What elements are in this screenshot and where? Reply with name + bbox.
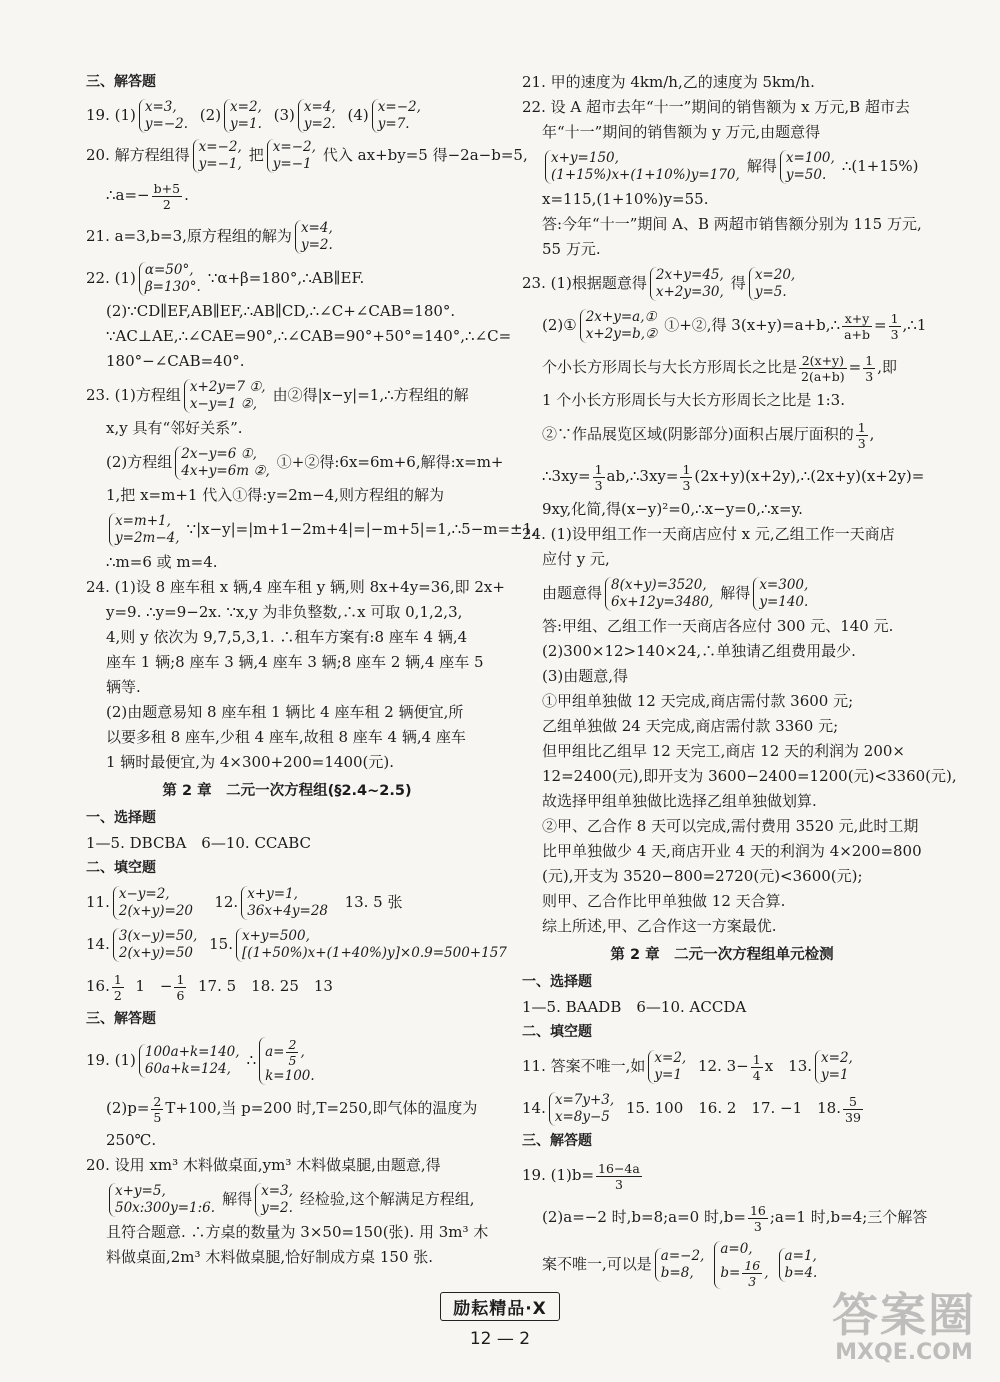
answer-23-line4: 1,把 x=m+1 代入①得:y=2m−4,则方程组的解为: [106, 486, 444, 504]
fraction: $\frac{1}{3}$: [890, 310, 899, 342]
answer-24r-line14: (元),开支为 3520−800=2720(元)<3600(元);: [542, 867, 863, 885]
answer-23r-line2: (2)① 2x+y=a,① x+2y=b,② ①+②,得 3(x+y)=a+b,∴ $\frac{x+y}{a+b}$ = $\frac{1}{3}$ ,∴1: [542, 309, 927, 342]
answer-23: 23. (1)方程组 x+2y=7 ①, x−y=1 ②, 由②得|x−y|=1,∴方程组的解: [86, 379, 469, 412]
fraction: $\frac{5}{39}$: [845, 1093, 861, 1125]
answer-23r-line6: ∴3xy= $\frac{1}{3}$ ab,∴3xy= $\frac{1}{3}$ (2x+y)(x+2y),∴(2x+y)(x+2y)=: [542, 461, 925, 493]
answer-19b: 19. (1) 100a+k=140, 60a+k=124, ∴ a= $\frac{2}{5}$ , k=100.: [86, 1032, 488, 1088]
fraction: $\frac{2}{5}$: [288, 1037, 297, 1068]
answer-24r-line5: (2)300×12>140×24,∴单独请乙组费用最少.: [542, 642, 856, 660]
fraction: $\frac{1}{3}$: [682, 461, 691, 493]
answer-21r: 21. 甲的速度为 4km/h,乙的速度为 5km/h.: [522, 73, 815, 91]
equation-system: x=−2, y=−1: [267, 139, 320, 173]
equation-system: 100a+k=140, 60a+k=124,: [139, 1044, 244, 1078]
equation-system: α=50°, β=130°.: [139, 262, 205, 296]
answer-19r-line3: 案不唯一,可以是 a=−2, b=8, a=0, b= $\frac{16}{3}$ , a=1, b=4.: [522, 1238, 922, 1290]
answer-22-line2: (2)∵CD∥EF,AB∥EF,∴AB∥CD,∴∠C+∠CAB=180°.: [106, 302, 456, 320]
watermark-text: 答案圈: [832, 1288, 976, 1342]
answer-24r-line3: 由题意得 8(x+y)=3520, 6x+12y=3480, 解得 x=300, y=140.: [522, 572, 922, 614]
equation-system: x=4, y=2.: [295, 220, 337, 254]
equation-system: x=m+1, y=2m−4,: [109, 513, 184, 547]
fill-11-13: 11. x−y=2, 2(x+y)=20 12. x+y=1, 36x+4y=28 13. 5 张: [86, 886, 403, 919]
answer-23r-line7: 9xy,化简,得(x−y)²=0,∴x−y=0,∴x=y.: [542, 500, 803, 518]
equation-system: x=100, y=50.: [780, 150, 839, 184]
right-column: [522, 70, 957, 1290]
equation-system: x=2, y=1.: [224, 99, 266, 133]
answer-24r-line13: 比甲单独做少 4 天,商店开业 4 天的利润为 4×200=800: [542, 842, 922, 860]
fill-16-18: 16. $\frac{1}{2}$ 1 − $\frac{1}{6}$ 17. 5 18. 25 13: [86, 971, 333, 1003]
equation-system: 3(x−y)=50, 2(x+y)=50: [113, 928, 201, 962]
answer-20b-line1: 20. 设用 xm³ 木料做桌面,ym³ 木料做桌腿,由题意,得: [86, 1156, 441, 1174]
equation-system: x=4, y=2.: [298, 99, 340, 133]
answer-23-line5: x=m+1, y=2m−4, ∵|x−y|=|m+1−2m+4|=|−m+5|=1,∴5−m=±1,: [86, 508, 488, 550]
equation-system: 2x−y=6 ①, 4x+y=6m ②,: [175, 446, 274, 480]
fraction: $\frac{b+5}{2}$: [153, 180, 181, 212]
equation-system: x+2y=7 ①, x−y=1 ②,: [184, 379, 270, 413]
equation-system: x=2, y=1: [815, 1050, 857, 1084]
fraction: $\frac{1}{2}$: [113, 971, 122, 1003]
equation-system: x=−2, y=−1,: [193, 139, 246, 173]
fill-11-13r: 11. 答案不唯一,如 x=2, y=1 12. 3− $\frac{1}{4}$ x 13. x=2, y=1: [522, 1045, 922, 1087]
answer-23-line3: (2)方程组 2x−y=6 ①, 4x+y=6m ②, ①+②得:6x=6m+6,解得:x=m+: [106, 446, 504, 479]
fraction: $\frac{16}{3}$: [744, 1258, 761, 1289]
equation-system: a=0, b= $\frac{16}{3}$ ,: [714, 1241, 772, 1289]
answer-24r-line15: 则甲、乙合作比甲单独做 12 天合算.: [542, 892, 786, 910]
answer-20b-line2: x+y=5, 50x:300y=1:6. 解得 x=3, y=2. 经检验,这个解满足方程组,: [86, 1178, 488, 1220]
chapter-heading: 第 2 章 二元一次方程组(§2.4~2.5): [162, 783, 412, 799]
chapter-heading: 第 2 章 二元一次方程组单元检测: [610, 947, 834, 963]
equation-system: a=−2, b=8,: [655, 1248, 709, 1282]
answer-24r-line9: 但甲组比乙组早 12 天完工,商店 12 天的利润为 200×: [542, 742, 905, 760]
fraction: $\frac{2(x+y)}{2(a+b)}$: [801, 352, 845, 384]
answer-20-line2: ∴a=− $\frac{b+5}{2}$ .: [106, 180, 189, 212]
answer-24-line8: 1 辆时最便宜,为 4×300+200=1400(元).: [106, 753, 395, 771]
answer-24-line7: 以要多租 8 座车,少租 4 座车,故租 8 座车 4 辆,4 座车: [106, 728, 466, 746]
answer-22r-line3: x+y=150, (1+15%)x+(1+10%)y=170, 解得 x=100, y=50. ∴(1+15%): [522, 145, 922, 187]
answer-24r-line16: 综上所述,甲、乙合作这一方案最优.: [542, 917, 777, 935]
answer-19b-line2: (2)p= $\frac{2}{5}$ T+100,当 p=200 时,T=250,即气体的温度为: [106, 1093, 478, 1125]
answer-24-line6: (2)由题意易知 8 座车租 1 辆比 4 座车租 2 辆便宜,所: [106, 703, 464, 721]
answer-24-line2: y=9. ∴y=9−2x. ∵x,y 为非负整数,∴x 可取 0,1,2,3,: [106, 603, 463, 621]
answer-24-line3: 4,则 y 依次为 9,7,5,3,1. ∴租车方案有:8 座车 4 辆,4: [106, 628, 468, 646]
answer-22: 22. (1) α=50°, β=130°. ∵α+β=180°,∴AB∥EF.: [86, 262, 365, 295]
fraction: $\frac{1}{6}$: [176, 971, 185, 1003]
answer-23r-line3: 个小长方形周长与大长方形周长之比是 $\frac{2(x+y)}{2(a+b)}$ = $\frac{1}{3}$ ,即: [542, 352, 897, 384]
fraction: $\frac{1}{4}$: [752, 1051, 761, 1083]
answer-23r-line1: 23. (1)根据题意得 2x+y=45, x+2y=30, 得 x=20, y=5.: [522, 262, 922, 304]
choice-answers: 1—5. BAADB 6—10. ACCDA: [522, 998, 747, 1016]
answer-24-line4: 座车 1 辆;8 座车 3 辆,4 座车 3 辆;8 座车 2 辆,4 座车 5: [106, 653, 484, 671]
choice-answers: 1—5. DBCBA 6—10. CCABC: [86, 834, 312, 852]
answer-22r-line6: 55 万元.: [542, 240, 601, 258]
equation-system: x=−2, y=7.: [372, 99, 425, 133]
answer-24r-line7: ①甲组单独做 12 天完成,商店需付款 3600 元;: [542, 692, 854, 710]
watermark: [832, 1290, 976, 1365]
equation-system: x+y=5, 50x:300y=1:6.: [109, 1183, 219, 1217]
equation-system: x=300, y=140.: [753, 577, 812, 611]
answer-24r-line4: 答:甲组、乙组工作一天商店各应付 300 元、140 元.: [542, 617, 894, 635]
section-heading: 二、填空题: [86, 860, 156, 876]
fraction: $\frac{16-4a}{3}$: [598, 1160, 640, 1192]
answer-24r-line11: 故选择甲组单独做比选择乙组单独做划算.: [542, 792, 817, 810]
fraction: $\frac{2}{5}$: [153, 1093, 162, 1125]
answer-24r-line6: (3)由题意,得: [542, 667, 629, 685]
left-column: [86, 70, 537, 1270]
answer-19b-line3: 250℃.: [106, 1131, 157, 1149]
equation-system: 2x+y=a,① x+2y=b,②: [580, 309, 662, 343]
section-heading: 一、选择题: [522, 974, 592, 990]
equation-system: x−y=2, 2(x+y)=20: [113, 886, 197, 920]
answer-19: 19. (1) x=3, y=−2. (2) x=2, y=1. (3) x=4, y=2. (4) x=−2, y=7.: [86, 95, 488, 135]
equation-system: x=20, y=5.: [749, 267, 799, 301]
section-heading: 三、解答题: [522, 1133, 592, 1149]
answer-24r-line12: ②甲、乙合作 8 天可以完成,需付费用 3520 元,此时工期: [542, 817, 919, 835]
section-heading: 三、解答题: [86, 74, 156, 90]
page-number: 12 — 2: [469, 1329, 531, 1349]
answer-22-line4: 180°−∠CAB=40°.: [106, 352, 245, 370]
answer-23-line2: x,y 具有“邻好关系”.: [106, 419, 243, 437]
answer-22r-line5: 答:今年“十一”期间 A、B 两超市销售额分别为 115 万元,: [542, 215, 922, 233]
equation-system: a= $\frac{2}{5}$ , k=100.: [259, 1037, 319, 1085]
answer-19r-line2: (2)a=−2 时,b=8;a=0 时,b= $\frac{16}{3}$ ;a=1 时,b=4;三个解答: [542, 1202, 928, 1234]
section-heading: 二、填空题: [522, 1024, 592, 1040]
equation-system: a=1, b=4.: [779, 1248, 822, 1282]
equation-system: x=3, y=2.: [255, 1183, 297, 1217]
answer-20: 20. 解方程组得 x=−2, y=−1, 把 x=−2, y=−1 代入 ax+by=5 得−2a−b=5,: [86, 139, 528, 172]
answer-24r-line2: 应付 y 元,: [542, 550, 610, 568]
fraction: $\frac{16}{3}$: [749, 1202, 766, 1234]
equation-system: 8(x+y)=3520, 6x+12y=3480,: [605, 577, 717, 611]
section-heading: 三、解答题: [86, 1011, 156, 1027]
equation-system: x=3, y=−2.: [139, 99, 192, 133]
fill-14-18r: 14. x=7y+3, x=8y−5 15. 100 16. 2 17. −1 18. $\frac{5}{39}$: [522, 1092, 861, 1125]
answer-22r-line4: x=115,(1+10%)y=55.: [542, 190, 709, 208]
equation-system: 2x+y=45, x+2y=30,: [650, 267, 728, 301]
answer-24-line5: 辆等.: [106, 678, 141, 696]
answer-21: 21. a=3,b=3,原方程组的解为 x=4, y=2.: [86, 215, 488, 257]
fraction: $\frac{1}{3}$: [594, 461, 603, 493]
equation-system: x+y=150, (1+15%)x+(1+10%)y=170,: [545, 150, 744, 184]
brand-logo: 励耘精品·X: [440, 1292, 560, 1321]
answer-24r-line8: 乙组单独做 24 天完成,商店需付款 3360 元;: [542, 717, 839, 735]
watermark-url: MXQE.COM: [835, 1340, 973, 1365]
answer-24r-line10: 12=2400(元),即开支为 3600−2400=1200(元)<3360(元),: [542, 767, 957, 785]
answer-23r-line5: ②∵作品展览区域(阴影部分)面积占展厅面积的 $\frac{1}{3}$ ,: [542, 419, 875, 451]
fraction: $\frac{1}{3}$: [865, 352, 874, 384]
answer-20b-line4: 料做桌面,2m³ 木料做桌腿,恰好制成方桌 150 张.: [106, 1248, 434, 1266]
answer-22-line3: ∵AC⊥AE,∴∠CAE=90°,∴∠CAB=90°+50°=140°,∴∠C=: [106, 327, 512, 345]
answer-20b-line3: 且符合题意. ∴方桌的数量为 3×50=150(张). 用 3m³ 木: [106, 1223, 489, 1241]
equation-system: x=7y+3, x=8y−5: [549, 1092, 618, 1126]
equation-system: x+y=500, [(1+50%)x+(1+40%)y]×0.9=500+157: [236, 928, 511, 962]
section-heading: 一、选择题: [86, 810, 156, 826]
equation-system: x=2, y=1: [648, 1050, 690, 1084]
answer-24r-line1: 24. (1)设甲组工作一天商店应付 x 元,乙组工作一天商店: [522, 525, 895, 543]
fraction: $\frac{1}{3}$: [857, 419, 866, 451]
fill-14-15: 14. 3(x−y)=50, 2(x+y)=50 15. x+y=500, [(1+50%)x+(1+40%)y]×0.9=500+157: [86, 923, 488, 965]
fraction: $\frac{x+y}{a+b}$: [844, 310, 870, 342]
answer-19r-line1: 19. (1)b= $\frac{16-4a}{3}$: [522, 1160, 640, 1192]
answer-22r-line2: 年“十一”期间的销售额为 y 万元,由题意得: [542, 123, 821, 141]
equation-system: x+y=1, 36x+4y=28: [241, 886, 332, 920]
answer-23r-line4: 1 个小长方形周长与大长方形周长之比是 1:3.: [542, 391, 845, 409]
answer-23-line6: ∴m=6 或 m=4.: [106, 553, 218, 571]
answer-24-line1: 24. (1)设 8 座车租 x 辆,4 座车租 y 辆,则 8x+4y=36,即 2x+: [86, 578, 505, 596]
answer-22r-line1: 22. 设 A 超市去年“十一”期间的销售额为 x 万元,B 超市去: [522, 98, 910, 116]
